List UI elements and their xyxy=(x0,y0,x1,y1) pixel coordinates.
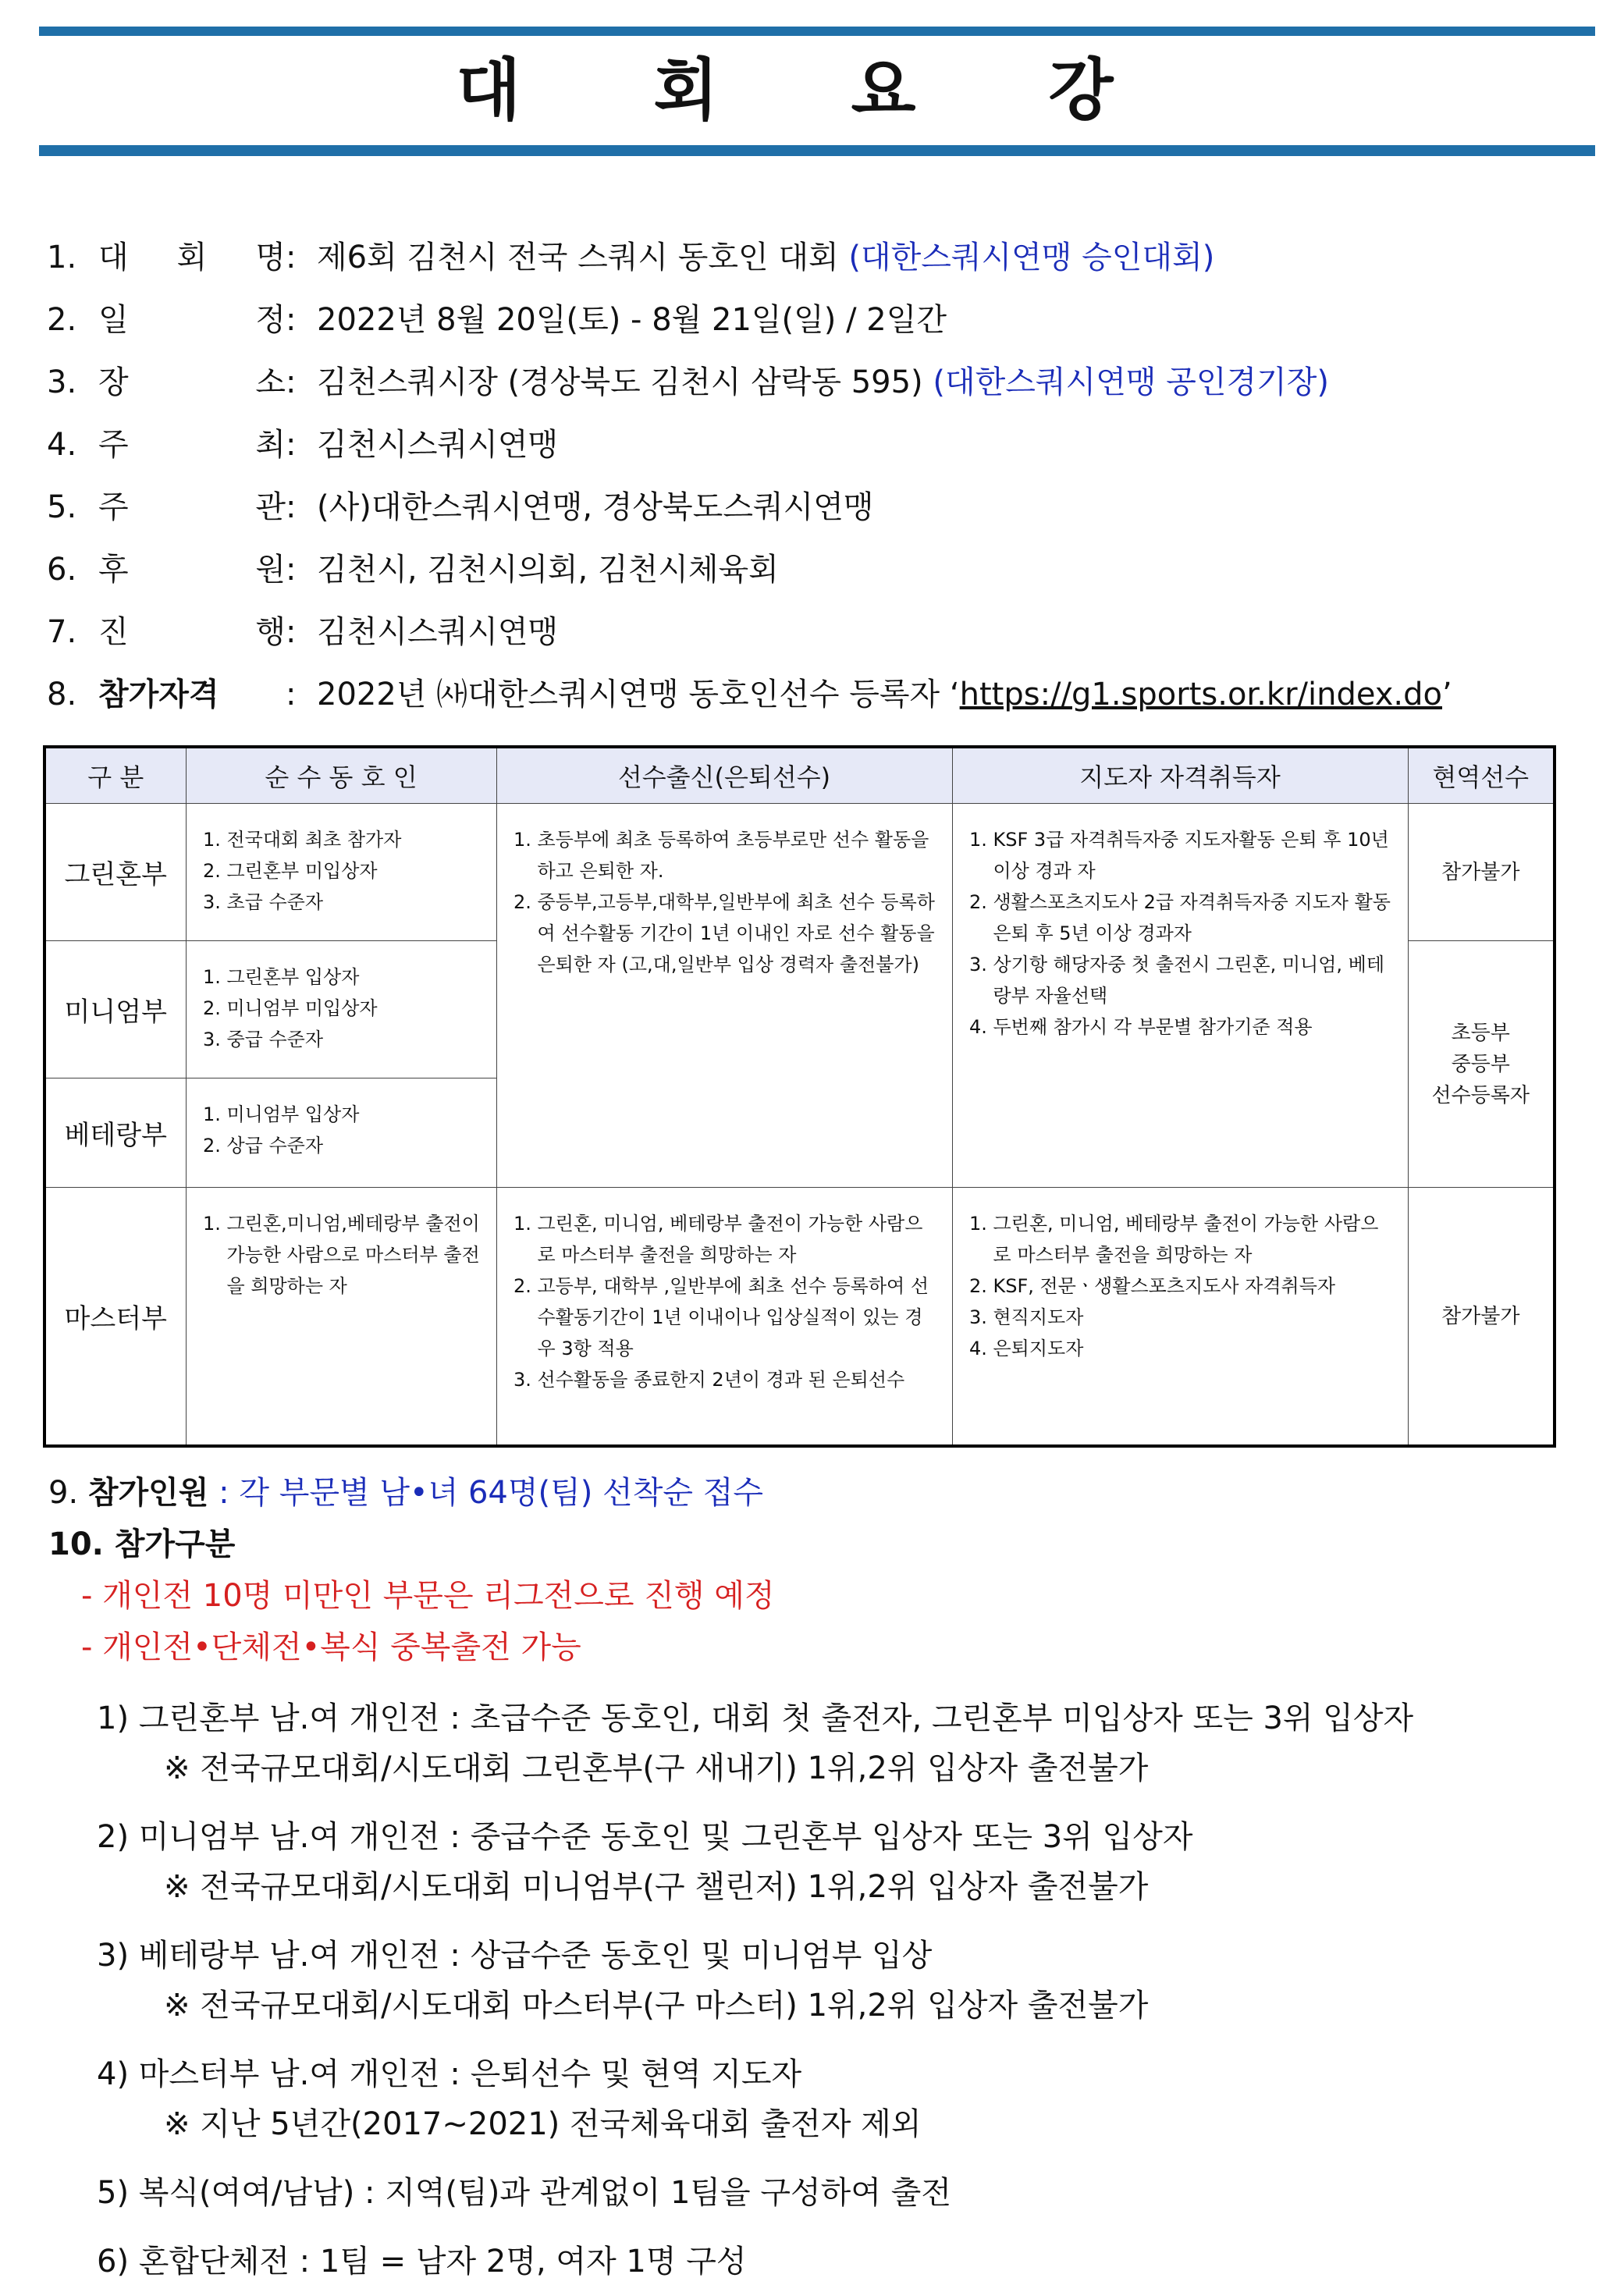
list-item: 2. 그린혼부 미입상자 xyxy=(227,855,484,887)
list-item: 3. 상기항 해당자중 첫 출전시 그린혼, 미니엄, 베테랑부 자율선택 xyxy=(993,949,1395,1011)
list-item: 1. 전국대회 최초 참가자 xyxy=(227,824,484,855)
coach-cell xyxy=(952,804,1408,1188)
division-item: 6) 혼합단체전 : 1팀 = 남자 2명, 여자 1명 구성 xyxy=(97,2244,747,2280)
header-former: 선수출신(은퇴선수) xyxy=(496,747,952,804)
division-note: ※ 지난 5년간(2017~2021) 전국체육대회 출전자 제외 xyxy=(164,2106,922,2142)
list-item: 1. 미니엄부 입상자 xyxy=(227,1099,484,1130)
info-line xyxy=(47,351,1608,414)
colon: : xyxy=(286,240,297,275)
list-item: 1. 그린혼, 미니엄, 베테랑부 출전이 가능한 사람으로 마스터부 출전을 희망하는 자 xyxy=(993,1208,1395,1270)
list-item: 2. 중등부,고등부,대학부,일반부에 최초 선수 등록하여 선수활동 기간이 1년 이내인 자로 선수 활동을 은퇴한 자 (고,대,일반부 입상 경력자 출전불가) xyxy=(538,887,940,980)
row-header: 그린혼부 xyxy=(44,804,186,941)
colon: : xyxy=(219,1475,229,1511)
table-row xyxy=(44,804,1555,941)
division-item: 3) 베테랑부 남.여 개인전 : 상급수준 동호인 및 미니엄부 입상 xyxy=(97,1938,933,1974)
list-item: 2. 고등부, 대학부 ,일반부에 최초 선수 등록하여 선수활동기간이 1년 이내이나 입상실적이 있는 경우 3항 적용 xyxy=(538,1270,940,1364)
info-value: 김천스쿼시장 (경상북도 김천시 삼락동 595) xyxy=(317,364,923,400)
info-label: 주 최 xyxy=(98,427,286,463)
info-note: (대한스쿼시연맹 승인대회) xyxy=(848,240,1215,275)
quote-close: ’ xyxy=(1442,677,1452,712)
info-label: 장 소 xyxy=(98,364,286,400)
info-label: 진 행 xyxy=(98,614,286,650)
division-item: 4) 마스터부 남.여 개인전 : 은퇴선수 및 현역 지도자 xyxy=(97,2056,802,2092)
section10-note: - 개인전•단체전•복식 중복출전 가능 xyxy=(81,1629,581,1665)
division-item: 5) 복식(여여/남남) : 지역(팀)과 관계없이 1팀을 구성하여 출전 xyxy=(97,2175,951,2211)
registration-link[interactable]: https://g1.sports.or.kr/index.do xyxy=(959,677,1443,712)
info-line xyxy=(47,476,1608,538)
section10-title: 10. 참가구분 xyxy=(48,1526,236,1562)
page-title: 대 회 요 강 xyxy=(456,52,1168,130)
list-item: 1. 그린혼부 입상자 xyxy=(227,961,484,993)
header-division: 구 분 xyxy=(44,747,186,804)
list-item: 4. 은퇴지도자 xyxy=(993,1333,1395,1364)
colon: : xyxy=(286,614,297,650)
list-item: 3. 현직지도자 xyxy=(993,1302,1395,1333)
info-value: 2022년 8월 20일(토) - 8월 21일(일) / 2일간 xyxy=(317,302,947,338)
list-item: 2. 미니엄부 미입상자 xyxy=(227,993,484,1024)
info-num: 1. xyxy=(47,240,77,275)
info-label: 주 관 xyxy=(98,489,286,525)
pure-cell xyxy=(186,1188,496,1446)
colon: : xyxy=(286,489,297,525)
bottom-rule xyxy=(39,145,1595,156)
info-num: 4. xyxy=(47,427,77,463)
info-value: (사)대한스쿼시연맹, 경상북도스쿼시연맹 xyxy=(317,489,874,525)
info-value: 2022년 ㈔대한스쿼시연맹 동호인선수 등록자 ‘ xyxy=(317,677,960,712)
row-header: 미니엄부 xyxy=(44,940,186,1078)
division-list xyxy=(48,1693,1609,2287)
list-item: 3. 초급 수준자 xyxy=(227,887,484,918)
info-label: 대 회 명 xyxy=(98,240,286,275)
active-cell: 참가불가 xyxy=(1408,1188,1555,1446)
colon: : xyxy=(286,302,297,338)
info-value: 김천시, 김천시의회, 김천시체육회 xyxy=(317,552,779,588)
info-value: 제6회 김천시 전국 스쿼시 동호인 대회 xyxy=(317,240,839,275)
info-line xyxy=(47,226,1608,289)
info-line xyxy=(47,289,1608,351)
list-item: 1. 초등부에 최초 등록하여 초등부로만 선수 활동을 하고 은퇴한 자. xyxy=(538,824,940,887)
colon: : xyxy=(286,677,297,712)
info-value: 김천시스쿼시연맹 xyxy=(317,614,559,650)
division-item: 2) 미니엄부 남.여 개인전 : 중급수준 동호인 및 그린혼부 입상자 또는 3위 입상자 xyxy=(97,1819,1193,1855)
pure-cell xyxy=(186,940,496,1078)
list-item: 1. 그린혼, 미니엄, 베테랑부 출전이 가능한 사람으로 마스터부 출전을 희망하는 자 xyxy=(538,1208,940,1270)
list-item: 4. 두번째 참가시 각 부문별 참가기준 적용 xyxy=(993,1011,1395,1043)
colon: : xyxy=(286,364,297,400)
info-num: 8. xyxy=(47,677,77,712)
section9-num: 9. xyxy=(48,1475,79,1511)
header-pure: 순 수 동 호 인 xyxy=(186,747,496,804)
division-note: ※ 전국규모대회/시도대회 마스터부(구 마스터) 1위,2위 입상자 출전불가 xyxy=(164,1988,1149,2024)
info-num: 2. xyxy=(47,302,77,338)
info-num: 3. xyxy=(47,364,77,400)
coach-cell xyxy=(952,1188,1408,1446)
active-cell: 참가불가 xyxy=(1408,804,1555,941)
list-item: 2. 생활스포츠지도사 2급 자격취득자중 지도자 활동 은퇴 후 5년 이상 경과자 xyxy=(993,887,1395,949)
info-line xyxy=(47,414,1608,476)
row-header: 베테랑부 xyxy=(44,1078,186,1188)
list-item: 1. KSF 3급 자격취득자중 지도자활동 은퇴 후 10년 이상 경과 자 xyxy=(993,824,1395,887)
section9-label: 참가인원 xyxy=(87,1475,209,1511)
info-num: 5. xyxy=(47,489,77,525)
division-note: ※ 전국규모대회/시도대회 그린혼부(구 새내기) 1위,2위 입상자 출전불가 xyxy=(164,1750,1149,1786)
row-header: 마스터부 xyxy=(44,1188,186,1446)
list-item: 2. KSF, 전문ㆍ생활스포츠지도사 자격취득자 xyxy=(993,1270,1395,1302)
info-num: 7. xyxy=(47,614,77,650)
active-cell: 초등부 중등부 선수등록자 xyxy=(1408,940,1555,1187)
info-label: 일 정 xyxy=(98,302,286,338)
section10-note: - 개인전 10명 미만인 부문은 리그전으로 진행 예정 xyxy=(81,1578,775,1614)
info-line xyxy=(47,601,1608,663)
colon: : xyxy=(286,552,297,588)
info-label: 후 원 xyxy=(98,552,286,588)
list-item: 1. 그린혼,미니엄,베테랑부 출전이 가능한 사람으로 마스터부 출전을 희망하는 자 xyxy=(227,1208,484,1302)
header-active: 현역선수 xyxy=(1408,747,1555,804)
header-coach: 지도자 자격취득자 xyxy=(952,747,1408,804)
former-cell xyxy=(496,1188,952,1446)
table-row xyxy=(44,1188,1555,1446)
list-item: 3. 중급 수준자 xyxy=(227,1024,484,1055)
pure-cell xyxy=(186,804,496,941)
former-cell xyxy=(496,804,952,1188)
info-label: 참가자격 xyxy=(98,677,219,712)
info-list xyxy=(47,226,1608,726)
info-note: (대한스쿼시연맹 공인경기장) xyxy=(933,364,1329,400)
section9-value: 각 부문별 남•녀 64명(팀) 선착순 접수 xyxy=(239,1475,763,1511)
info-line xyxy=(47,538,1608,601)
division-note: ※ 전국규모대회/시도대회 미니엄부(구 챌린저) 1위,2위 입상자 출전불가 xyxy=(164,1869,1149,1905)
eligibility-line xyxy=(47,663,1608,726)
list-item: 2. 상급 수준자 xyxy=(227,1130,484,1161)
participation-section xyxy=(48,1467,1609,2287)
info-num: 6. xyxy=(47,552,77,588)
top-rule xyxy=(39,27,1595,36)
colon: : xyxy=(286,427,297,463)
info-value: 김천시스쿼시연맹 xyxy=(317,427,559,463)
list-item: 3. 선수활동을 종료한지 2년이 경과 된 은퇴선수 xyxy=(538,1364,940,1395)
division-item: 1) 그린혼부 남.여 개인전 : 초급수준 동호인, 대회 첫 출전자, 그린혼부 미입상자 또는 3위 입상자 xyxy=(97,1700,1414,1736)
table-header-row xyxy=(44,747,1555,804)
pure-cell xyxy=(186,1078,496,1188)
section9-line xyxy=(48,1467,1609,1519)
eligibility-table xyxy=(43,745,1556,1448)
